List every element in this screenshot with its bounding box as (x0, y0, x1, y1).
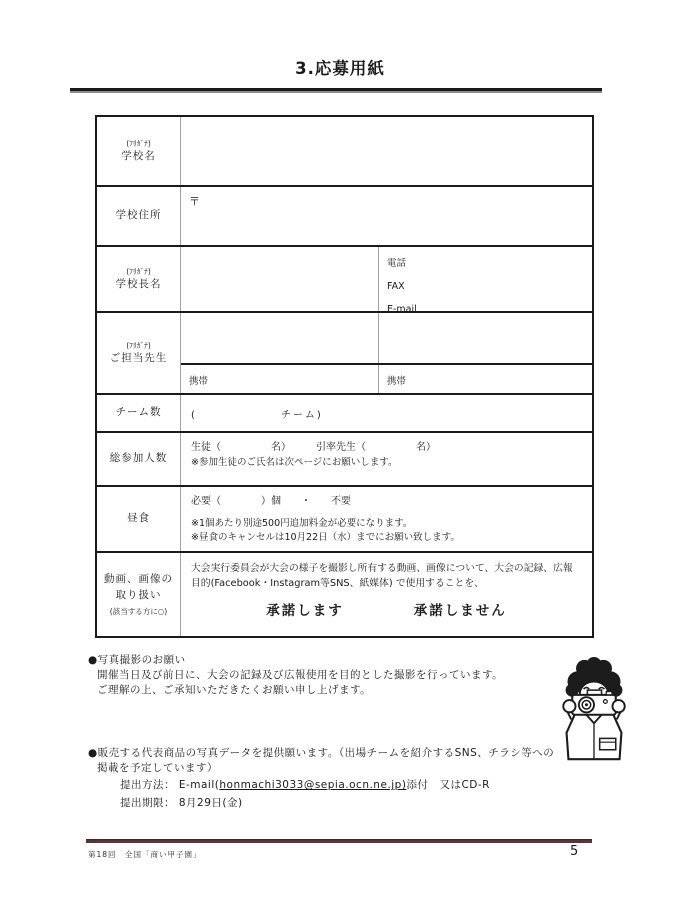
principal-label: 学校長名 (115, 277, 162, 290)
row-teacher (97, 311, 592, 393)
teacher-label-cell (97, 313, 181, 393)
teacher-contact-field[interactable] (378, 313, 592, 363)
school-address-label: 学校住所 (115, 209, 162, 222)
row-team-count (97, 393, 592, 431)
team-count-template: ( チーム) (191, 410, 323, 421)
submission-method-line (88, 778, 588, 793)
method-label: 提出方法： (120, 779, 175, 792)
row-participants (97, 431, 592, 485)
photo-request-line2: ご理解の上、ご承知いただきたくお願い申し上げます。 (97, 684, 372, 697)
principal-label-cell (97, 247, 181, 311)
lunch-note-1: ※1個あたり別途500円追加料金が必要になります。 (191, 517, 413, 529)
school-name-label-cell (97, 117, 181, 185)
lunch-label: 昼食 (127, 512, 150, 525)
postal-mark: 〒 (189, 195, 200, 208)
furigana-label: (ﾌﾘｶﾞﾅ) (126, 266, 151, 276)
shirt-pocket (600, 738, 616, 749)
participants-note: ※参加生徒のご氏名は次ページにお願いします。 (191, 456, 398, 468)
school-address-field[interactable] (181, 187, 592, 245)
media-label-line3: (該当する方に○) (109, 606, 168, 616)
teacher-name-field[interactable] (181, 313, 378, 363)
page-number: 5 (570, 844, 579, 859)
application-form-table (95, 115, 594, 638)
page-title: 3.応募用紙 (295, 59, 385, 78)
school-address-label-cell (97, 187, 181, 245)
mobile-label: 携帯 (387, 376, 407, 387)
title-divider-rule (70, 88, 602, 93)
row-principal (97, 245, 592, 315)
photo-request-heading: ●写真撮影のお願い (88, 654, 186, 666)
accept-option[interactable]: 承諾します (266, 603, 344, 620)
lunch-option-line: 必要（ ）個 ・ 不要 (191, 496, 351, 507)
participants-label: 総参加人数 (109, 452, 168, 465)
product-photo-section (88, 746, 588, 811)
method-suffix: 添付 又はCD-R (406, 779, 490, 792)
lunch-label-cell (97, 487, 181, 551)
school-name-label: 学校名 (121, 149, 156, 162)
camera-shutter (606, 692, 612, 695)
product-photo-line2: 掲載を予定しています） (97, 762, 218, 775)
team-count-label: チーム数 (115, 406, 162, 419)
fax-label: FAX (387, 281, 405, 292)
row-school-name (97, 117, 592, 185)
media-consent-field (181, 553, 592, 636)
submission-deadline-line (88, 796, 588, 811)
row-school-address (97, 185, 592, 245)
email-address[interactable]: honmachi3033@sepia.ocn.ne.jp) (219, 779, 407, 792)
furigana-label: (ﾌﾘｶﾞﾅ) (126, 138, 151, 148)
media-consent-label-cell (97, 553, 181, 636)
email-label: E-mail (387, 304, 417, 315)
deadline-label: 提出期限： (120, 796, 175, 809)
teacher-mobile-left-cell[interactable] (181, 365, 378, 393)
row-media-consent (97, 551, 592, 636)
deadline-value: 8月29日(金) (178, 796, 243, 809)
media-consent-body: 大会実行委員会が大会の様子を撮影し所有する動画、画像について、大会の記録、広報目的(Facebook・Instagram等SNS、紙媒体) で使用することを、 (191, 563, 573, 590)
lunch-note-2: ※昼食のキャンセルは10月22日（水）までにお願い致します。 (191, 532, 460, 544)
decline-option[interactable]: 承諾しません (413, 603, 507, 620)
right-hand (612, 700, 624, 712)
team-count-field[interactable] (181, 395, 592, 431)
photo-request-line1: 開催当日及び前日に、大会の記録及び広報使用を目的とした撮影を行っています。 (97, 669, 504, 682)
team-count-label-cell (97, 395, 181, 431)
photo-request-section (88, 653, 528, 699)
mobile-label: 携帯 (189, 376, 209, 387)
footer-divider-rule (86, 839, 592, 843)
lunch-field[interactable] (181, 487, 592, 551)
footer-text: 第18回 全国「商い甲子園」 (88, 850, 202, 859)
method-prefix: E-mail( (178, 779, 220, 792)
school-name-field[interactable] (181, 117, 592, 185)
principal-name-field[interactable] (181, 247, 378, 311)
media-label-line2: 取り扱い (115, 588, 162, 601)
furigana-label: (ﾌﾘｶﾞﾅ) (126, 340, 151, 350)
row-lunch (97, 485, 592, 551)
left-hand (563, 700, 575, 712)
teacher-label: ご担当先生 (109, 351, 168, 364)
principal-contact-cell[interactable] (378, 247, 592, 315)
participants-field[interactable] (181, 433, 592, 485)
teacher-mobile-right-cell[interactable] (378, 365, 592, 393)
media-label-line1: 動画、画像の (104, 573, 173, 586)
phone-label: 電話 (387, 258, 407, 269)
participants-line: 生徒（ 名） 引率先生（ 名） (191, 442, 436, 453)
product-photo-line1: ●販売する代表商品の写真データを提供願います。（出場チームを紹介するSNS、チラシ等への (88, 747, 555, 759)
participants-label-cell (97, 433, 181, 485)
